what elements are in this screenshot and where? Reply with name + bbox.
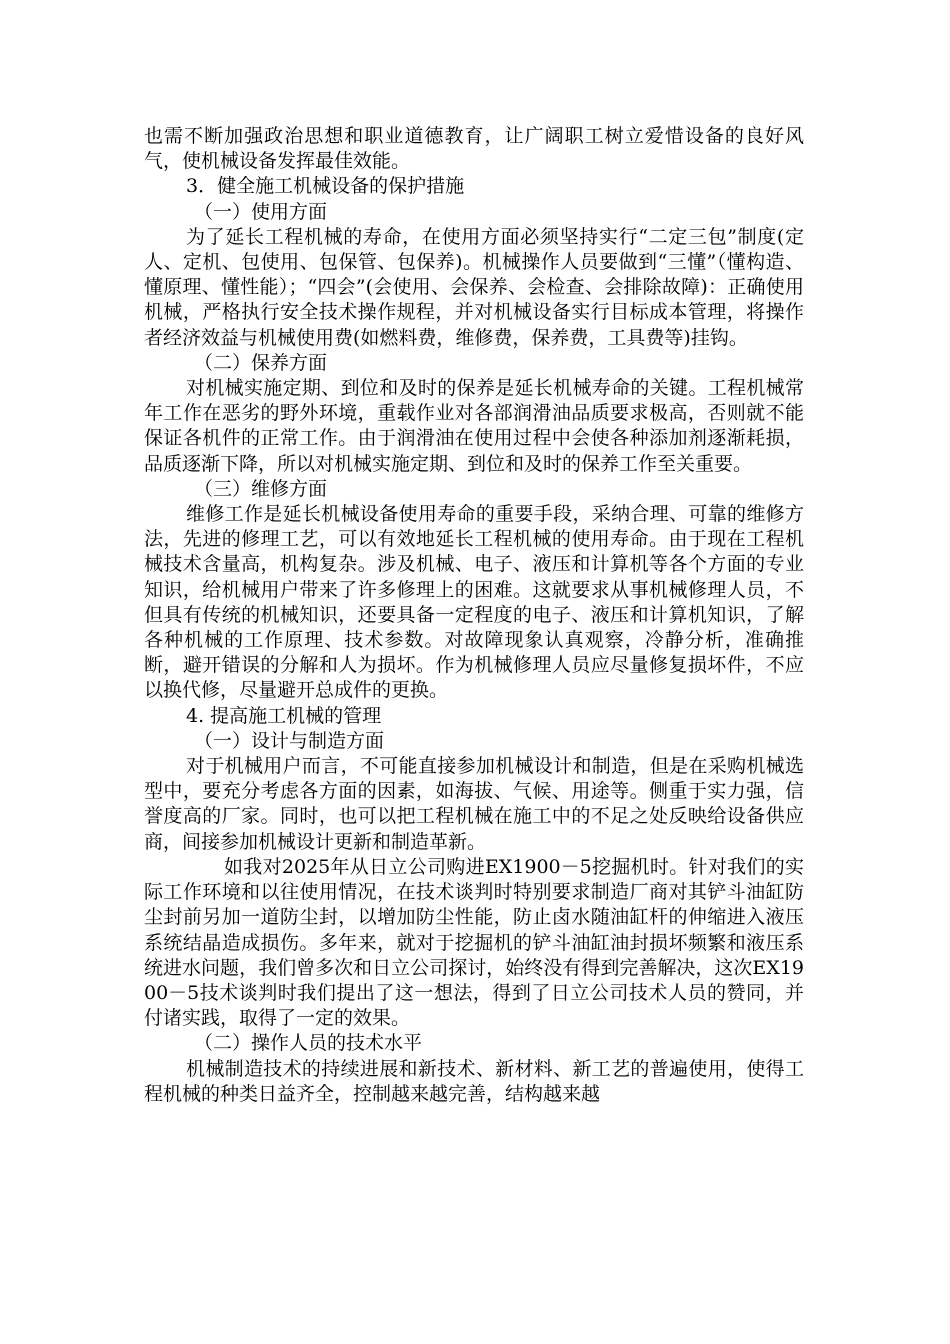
- paragraph-design: 对于机械用户而言，不可能直接参加机械设计和制造，但是在采购机械选型中，要充分考虑各方面的因素，如海拔、气候、用途等。侧重于实力强，信誉度高的厂家。同时，也可以把工程机械在施工中的不足之处反映给设备供应商，间接参加机械设计更新和制造革新。: [144, 755, 804, 853]
- subsection-heading-usage: （一）使用方面: [194, 200, 328, 223]
- paragraph-usage: 为了延长工程机械的寿命，在使用方面必须坚持实行“二定三包”制度(定人、定机、包使用、包保管、包保养)。机械操作人员要做到“三懂”（懂构造、懂原理、懂性能）；“四会”(会使用、会保养、会检查、会排除故障)：正确使用机械，严格执行安全技术操作规程，并对机械设备实行目标成本管理，将操作者经济效益与机械使用费(如燃料费，维修费，保养费，工具费等)挂钩。: [144, 225, 804, 349]
- section-heading-3: 3．健全施工机械设备的保护措施: [186, 175, 465, 198]
- paragraph-maintenance: 对机械实施定期、到位和及时的保养是延长机械寿命的关键。工程机械常年工作在恶劣的野外环境，重载作业对各部润滑油品质要求极高，否则就不能保证各机件的正常工作。由于润滑油在使用过程中会使各种添加剂逐渐耗损，品质逐渐下降，所以对机械实施定期、到位和及时的保养工作至关重要。: [144, 377, 804, 475]
- section-heading-4: 4. 提高施工机械的管理: [186, 704, 382, 727]
- paragraph-operator-skill: 机械制造技术的持续进展和新技术、新材料、新工艺的普遍使用，使得工程机械的种类日益齐全，控制越来越完善，结构越来越: [144, 1057, 804, 1105]
- subsection-heading-operator-skill: （二）操作人员的技术水平: [194, 1032, 423, 1055]
- subsection-heading-repair: （三）维修方面: [194, 477, 328, 500]
- subsection-heading-design: （一）设计与制造方面: [194, 729, 385, 752]
- subsection-heading-maintenance: （二）保养方面: [194, 351, 328, 374]
- paragraph-repair: 维修工作是延长机械设备使用寿命的重要手段，采纳合理、可靠的维修方法，先进的修理工艺，可以有效地延长工程机械的使用寿命。由于现在工程机械技术含量高，机构复杂。涉及机械、电子、液压和计算机等各个方面的专业知识，给机械用户带来了许多修理上的困难。这就要求从事机械修理人员，不但具有传统的机械知识，还要具备一定程度的电子、液压和计算机知识，了解各种机械的工作原理、技术参数。对故障现象认真观察，冷静分析，准确推断，避开错误的分解和人为损坏。作为机械修理人员应尽量修复损坏件，不应以换代修，尽量避开总成件的更换。: [144, 503, 804, 702]
- document-page: [144, 124, 804, 1107]
- paragraph-continuation: 也需不断加强政治思想和职业道德教育，让广阔职工树立爱惜设备的良好风气，使机械设备发挥最佳效能。: [144, 125, 804, 173]
- paragraph-example: 如我对2025年从日立公司购进EX1900－5挖掘机时。针对我们的实际工作环境和以往使用情况，在技术谈判时特别要求制造厂商对其铲斗油缸防尘封前另加一道防尘封，以增加防尘性能，防止卤水随油缸杆的伸缩进入液压系统结晶造成损伤。多年来，就对于挖掘机的铲斗油缸油封损坏频繁和液压系统进水问题，我们曾多次和日立公司探讨，始终没有得到完善解决，这次EX1900－5技术谈判时我们提出了这一想法，得到了日立公司技术人员的赞同，并付诸实践，取得了一定的效果。: [144, 855, 804, 1030]
